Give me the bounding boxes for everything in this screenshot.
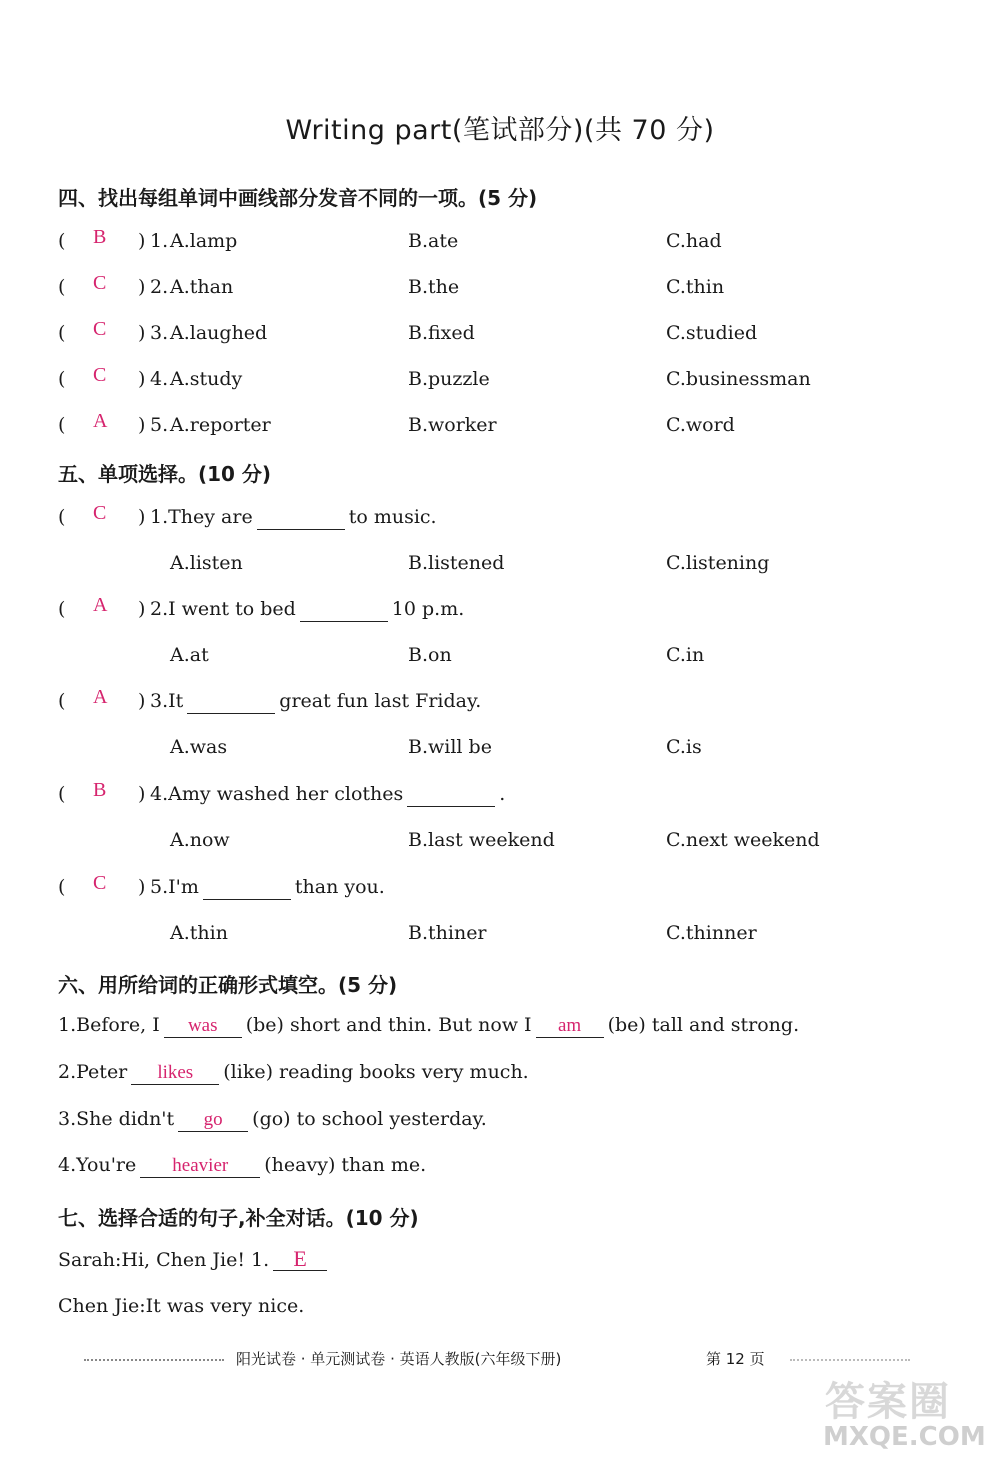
right-paren: ) — [138, 414, 146, 436]
option-b: B.will be — [408, 736, 492, 758]
s5-item-3 — [0, 686, 1000, 722]
option-b: B.the — [408, 276, 460, 298]
right-paren: ) — [138, 598, 146, 620]
answer-mark: C — [93, 272, 107, 294]
answer-blank[interactable]: am — [536, 1015, 604, 1038]
s4-item-1 — [0, 226, 1000, 262]
item-number: 3. — [150, 322, 169, 344]
s5-item-5 — [0, 872, 1000, 908]
footer-divider-left — [84, 1359, 224, 1361]
item-number: 1. — [150, 230, 169, 252]
left-paren: ( — [58, 506, 66, 528]
answer-blank[interactable] — [187, 691, 275, 714]
footer-divider-right — [790, 1359, 910, 1361]
left-paren: ( — [58, 598, 66, 620]
option-a: A.laughed — [170, 322, 268, 344]
option-b: B.last weekend — [408, 829, 555, 851]
s6-line-2: 2.Peter likes (like) reading books very much. — [58, 1061, 529, 1083]
footer-book-title: 阳光试卷 · 单元测试卷 · 英语人教版(六年级下册) — [236, 1350, 562, 1368]
option-c: C.studied — [666, 322, 758, 344]
option-a: A.now — [170, 829, 230, 851]
right-paren: ) — [138, 368, 146, 390]
answer-mark: C — [93, 364, 107, 386]
item-number: 5. — [150, 414, 169, 436]
right-paren: ) — [138, 506, 146, 528]
watermark-text-top: 答案圈 — [825, 1379, 951, 1425]
option-b: B.worker — [408, 414, 497, 436]
s5-item-4 — [0, 779, 1000, 815]
option-b: B.ate — [408, 230, 459, 252]
s5-item-4-options — [0, 829, 1000, 861]
question-text: 1.They are to music. — [150, 506, 437, 528]
section-5-heading: 五、单项选择。(10 分) — [58, 462, 272, 486]
answer-blank[interactable]: likes — [131, 1062, 219, 1085]
option-a: A.at — [170, 644, 209, 666]
question-text: 2.I went to bed 10 p.m. — [150, 598, 465, 620]
watermark-logo — [815, 1370, 995, 1455]
right-paren: ) — [138, 876, 146, 898]
option-a: A.was — [170, 736, 228, 758]
option-a: A.thin — [170, 922, 228, 944]
item-number: 4. — [150, 368, 169, 390]
answer-blank[interactable]: heavier — [140, 1155, 260, 1178]
s7-line-2: Chen Jie:It was very nice. — [58, 1295, 305, 1317]
answer-mark: A — [93, 594, 108, 616]
answer-blank[interactable]: was — [164, 1015, 242, 1038]
option-c: C.is — [666, 736, 702, 758]
answer-blank[interactable]: E — [273, 1248, 327, 1271]
answer-mark: A — [93, 686, 108, 708]
s4-item-2 — [0, 272, 1000, 308]
option-c: C.had — [666, 230, 722, 252]
option-a: A.lamp — [170, 230, 238, 252]
answer-mark: B — [93, 779, 107, 801]
option-c: C.in — [666, 644, 705, 666]
left-paren: ( — [58, 276, 66, 298]
s5-item-2-options — [0, 644, 1000, 676]
answer-mark: A — [93, 410, 108, 432]
item-number: 2. — [150, 276, 169, 298]
s4-item-4 — [0, 364, 1000, 400]
left-paren: ( — [58, 690, 66, 712]
left-paren: ( — [58, 368, 66, 390]
question-text: 4.Amy washed her clothes . — [150, 783, 506, 805]
s6-line-1: 1.Before, I was (be) short and thin. But now I am (be) tall and strong. — [58, 1014, 800, 1036]
s6-line-4: 4.You're heavier (heavy) than me. — [58, 1154, 427, 1176]
left-paren: ( — [58, 876, 66, 898]
left-paren: ( — [58, 230, 66, 252]
option-c: C.thinner — [666, 922, 757, 944]
right-paren: ) — [138, 783, 146, 805]
answer-mark: C — [93, 872, 107, 894]
option-b: B.on — [408, 644, 452, 666]
option-a: A.study — [170, 368, 243, 390]
left-paren: ( — [58, 322, 66, 344]
section-6-heading: 六、用所给词的正确形式填空。(5 分) — [58, 973, 398, 997]
option-c: C.next weekend — [666, 829, 820, 851]
s5-item-5-options — [0, 922, 1000, 954]
question-text: 3.It great fun last Friday. — [150, 690, 482, 712]
question-text: 5.I'm than you. — [150, 876, 385, 898]
answer-blank[interactable] — [407, 784, 495, 807]
option-c: C.thin — [666, 276, 725, 298]
option-b: B.thiner — [408, 922, 487, 944]
option-a: A.than — [170, 276, 234, 298]
s5-item-1 — [0, 502, 1000, 538]
option-c: C.listening — [666, 552, 770, 574]
s6-line-3: 3.She didn't go (go) to school yesterday. — [58, 1108, 487, 1130]
answer-blank[interactable] — [203, 877, 291, 900]
page-footer — [0, 1348, 1000, 1372]
option-b: B.fixed — [408, 322, 475, 344]
section-4-heading: 四、找出每组单词中画线部分发音不同的一项。(5 分) — [58, 186, 538, 210]
option-b: B.puzzle — [408, 368, 490, 390]
footer-page-number: 第 12 页 — [706, 1350, 765, 1368]
right-paren: ) — [138, 230, 146, 252]
right-paren: ) — [138, 322, 146, 344]
page-title: Writing part(笔试部分)(共 70 分) — [285, 115, 715, 146]
s5-item-3-options — [0, 736, 1000, 768]
s4-item-5 — [0, 410, 1000, 446]
answer-blank[interactable] — [257, 507, 345, 530]
answer-blank[interactable] — [300, 599, 388, 622]
s5-item-1-options — [0, 552, 1000, 584]
answer-blank[interactable]: go — [178, 1109, 248, 1132]
option-c: C.word — [666, 414, 735, 436]
watermark-text-bottom: MXQE.COM — [823, 1422, 986, 1452]
option-c: C.businessman — [666, 368, 811, 390]
s5-item-2 — [0, 594, 1000, 630]
answer-mark: B — [93, 226, 107, 248]
left-paren: ( — [58, 783, 66, 805]
right-paren: ) — [138, 276, 146, 298]
answer-mark: C — [93, 318, 107, 340]
s7-line-1: Sarah:Hi, Chen Jie! 1. E — [58, 1248, 331, 1271]
s4-item-3 — [0, 318, 1000, 354]
option-a: A.reporter — [170, 414, 271, 436]
left-paren: ( — [58, 414, 66, 436]
section-7-heading: 七、选择合适的句子,补全对话。(10 分) — [58, 1206, 419, 1230]
option-a: A.listen — [170, 552, 243, 574]
answer-mark: C — [93, 502, 107, 524]
option-b: B.listened — [408, 552, 505, 574]
right-paren: ) — [138, 690, 146, 712]
